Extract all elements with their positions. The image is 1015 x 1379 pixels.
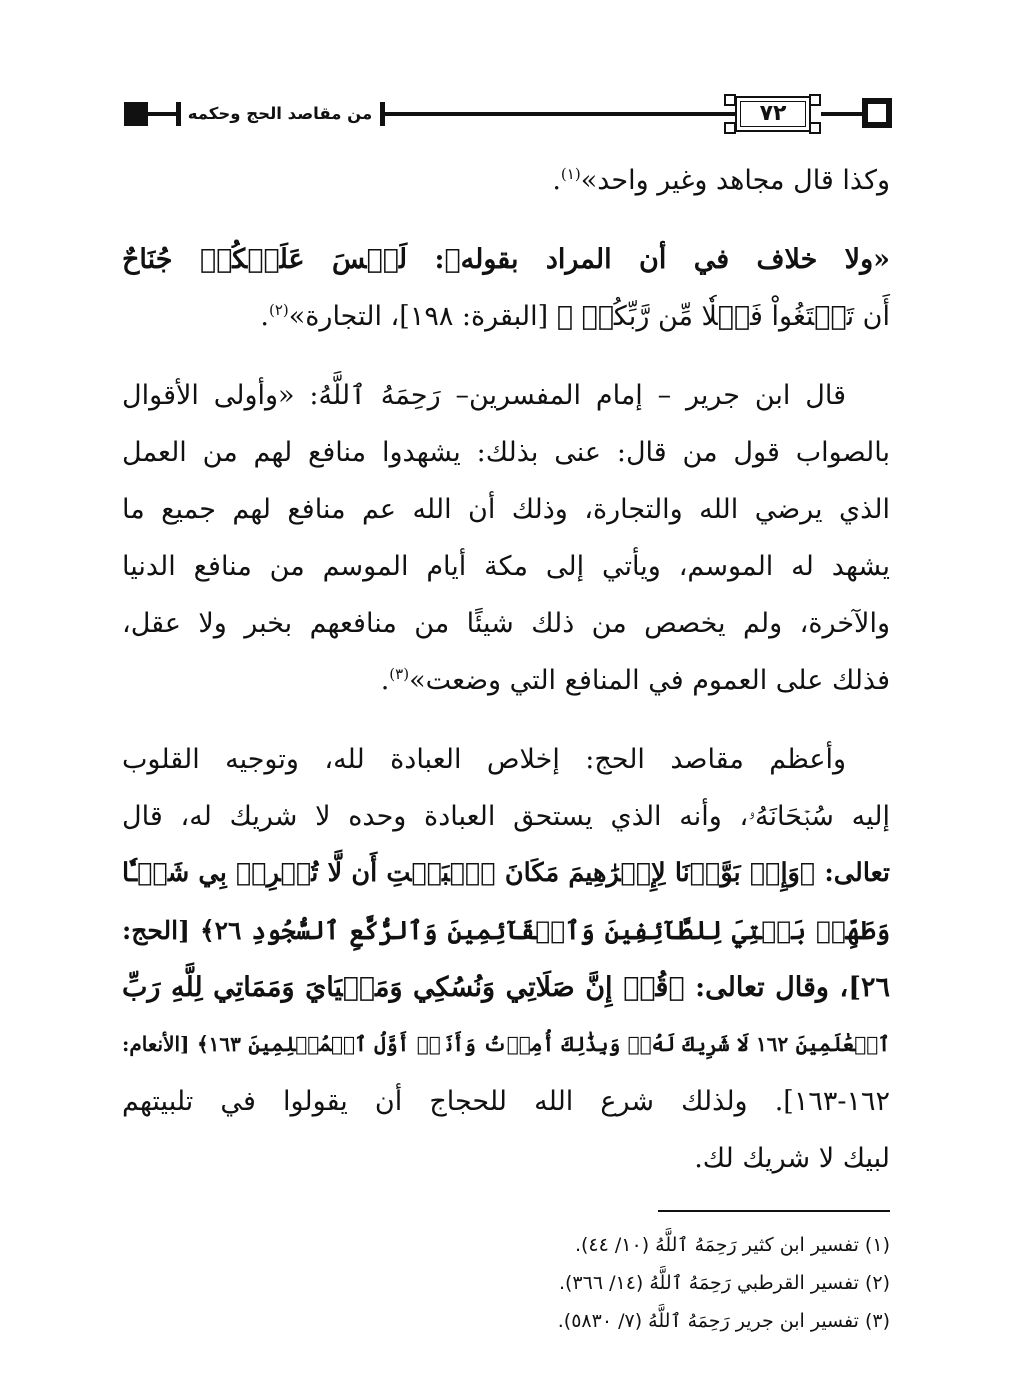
text-line: بالصواب قول من قال: عنى بذلك: يشهدوا منافع لهم من العمل	[122, 437, 890, 468]
header-ornament-left-block	[124, 102, 148, 126]
period: .	[552, 165, 561, 196]
quran-line: «ولا خلاف في أن المراد بقوله﴿: لَيۡسَ عَلَيۡكُمۡ جُنَاحٌ	[122, 244, 890, 275]
text-line-content: وكذا قال مجاهد وغير واحد»	[580, 165, 890, 196]
running-title: من مقاصد الحج وحكمه	[187, 104, 373, 123]
header-rule-right	[821, 112, 865, 116]
page-number-box	[735, 96, 811, 132]
text-line: الذي يرضي الله والتجارة، وذلك أن الله عم منافع لهم جميع ما	[122, 494, 890, 525]
page-header	[0, 0, 1015, 140]
footnote-ref-3: (٣)	[389, 665, 410, 683]
text-line-content: فذلك على العموم في المنافع التي وضعت»	[409, 665, 890, 696]
text-line: قال ابن جرير – إمام المفسرين– رَحِمَهُ ٱللَّهُ: «وأولى الأقوال	[122, 380, 846, 411]
period: .	[260, 301, 269, 332]
quran-line: ٱلۡعَٰلَمِينَ ١٦٢ لَا شَرِيكَ لَهُۥۖ وَبِذَٰلِكَ أُمِرۡتُ وَأَنَا۠ أَوَّلُ ٱلۡمُسۡلِمِينَ ١٦٣﴾ [الأنعام:	[122, 1032, 891, 1056]
footnote-ref-2: (٢)	[268, 301, 289, 319]
main-text	[122, 152, 890, 1187]
text-line-content: أَن تَبۡتَغُواْ فَضۡلٗا مِّن رَّبِّكُمۡ ﴾ [البقرة: ١٩٨]، التجارة»	[288, 301, 890, 332]
footnote-1: (١) تفسير ابن كثير رَحِمَهُ ٱللَّهُ (١٠/ ٤٤).	[574, 1234, 890, 1256]
header-rule-left	[148, 112, 178, 116]
text-line: يشهد له الموسم، ويأتي إلى مكة أيام الموسم من منافع الدنيا	[122, 551, 890, 582]
footnote-3: (٣) تفسير ابن جرير رَحِمَهُ ٱللَّهُ (٧/ ٥٨٣٠).	[557, 1310, 890, 1332]
footnote-ref-1: (١)	[560, 165, 581, 183]
text-line: لبيك لا شريك لك.	[694, 1143, 890, 1174]
page-number: ٧٢	[759, 101, 787, 126]
text-line: والآخرة، ولم يخصص من ذلك شيئًا من منافعهم بخبر ولا عقل،	[122, 608, 890, 639]
text-line: ١٦٢-١٦٣]. ولذلك شرع الله للحجاج أن يقولوا في تلبيتهم	[122, 1086, 890, 1117]
period: .	[380, 665, 390, 696]
text-line: وأعظم مقاصد الحج: إخلاص العبادة لله، وتوجيه القلوب	[122, 744, 846, 775]
footnote-separator	[658, 1210, 890, 1212]
header-ornament-square	[862, 98, 892, 128]
footnote-2: (٢) تفسير القرطبي رَحِمَهُ ٱللَّهُ (١٤/ ٣٦٦).	[558, 1272, 890, 1294]
quran-line: ٢٦]، وقال تعالى: ﴿قُلۡ إِنَّ صَلَاتِي وَنُسُكِي وَمَحۡيَايَ وَمَمَاتِي لِلَّهِ رَبِّ	[122, 972, 890, 1003]
header-rule-middle	[385, 112, 737, 116]
quran-line: وَطَهِّرۡ بَيۡتِيَ لِلطَّآئِفِينَ وَٱلۡقَآئِمِينَ وَٱلرُّكَّعِ ٱلسُّجُودِ ٢٦﴾ [الحج:	[122, 916, 890, 945]
text-line	[122, 152, 890, 209]
text-line	[122, 652, 890, 709]
quran-line	[122, 288, 890, 345]
footnotes	[400, 1226, 890, 1340]
quran-line: تعالى: ﴿وَإِذۡ بَوَّأۡنَا لِإِبۡرَٰهِيمَ مَكَانَ ٱلۡبَيۡتِ أَن لَّا تُشۡرِكۡ بِي شَيۡـٔٗا	[122, 858, 890, 888]
header-ornament-bar	[176, 102, 181, 126]
text-line: إليه سُبۡحَانَهُۥ، وأنه الذي يستحق العبادة وحده لا شريك له، قال	[122, 801, 890, 832]
